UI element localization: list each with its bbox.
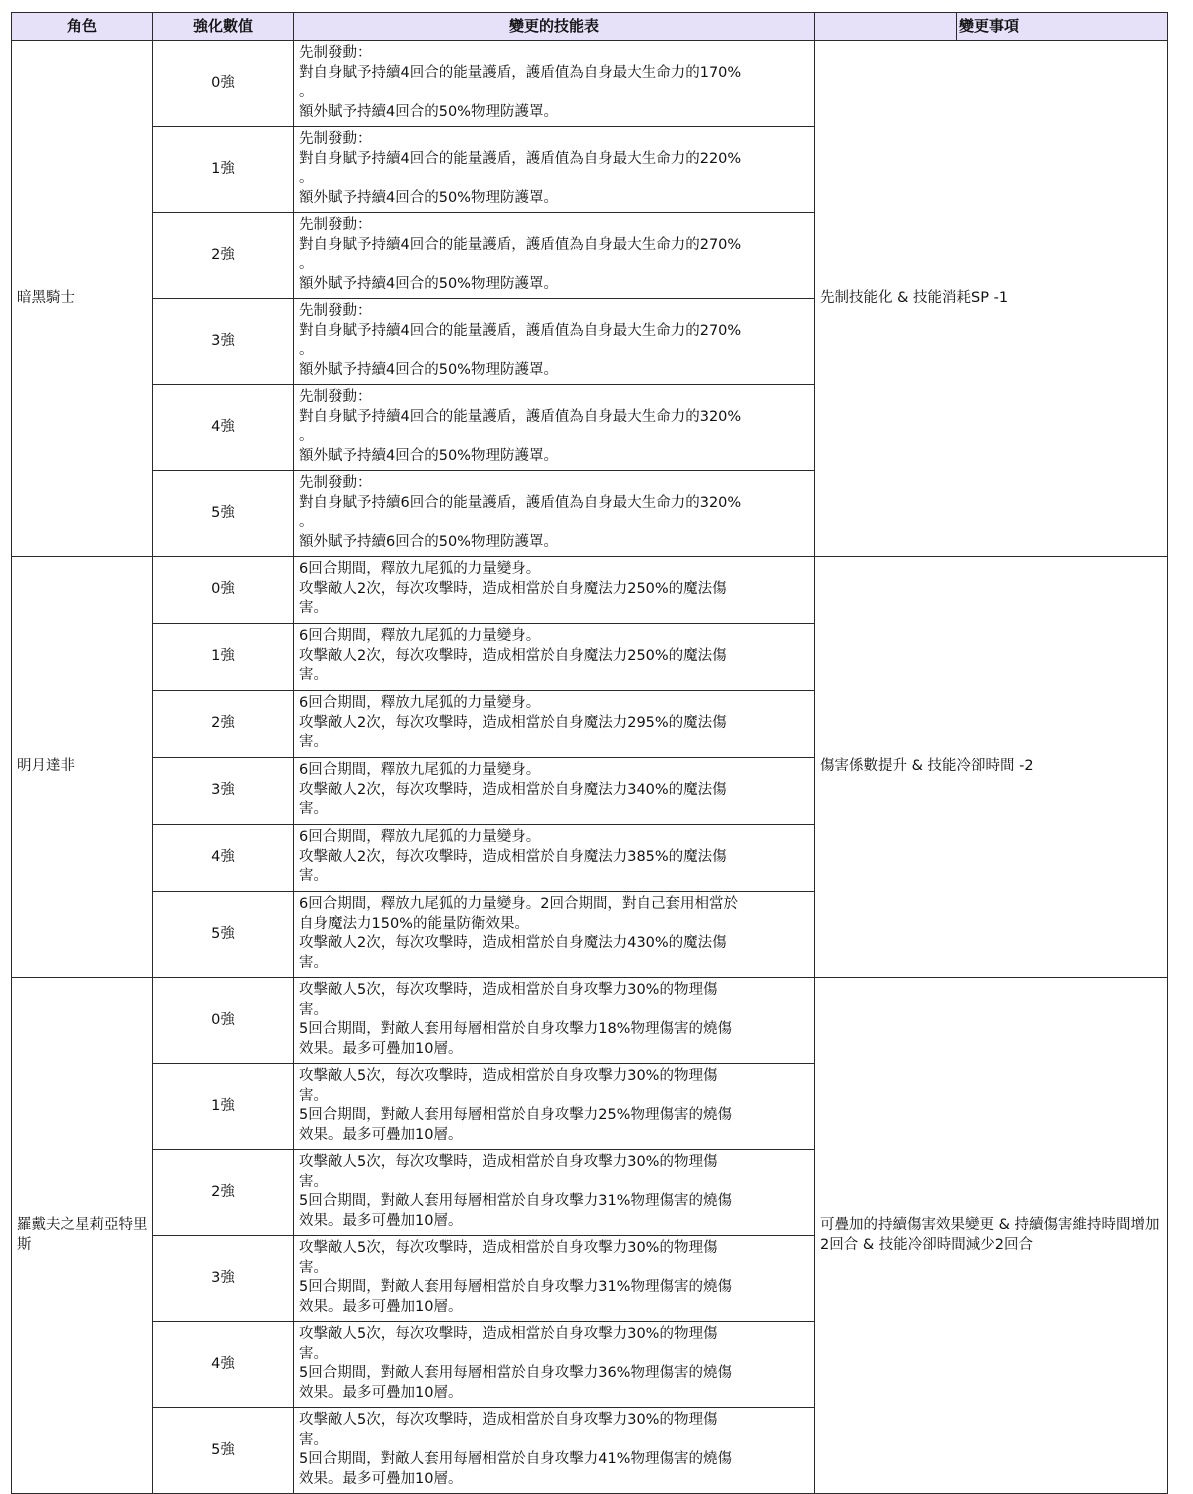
- skill-description-line: 害。: [299, 954, 328, 971]
- skill-description-line: 效果。最多可疊加10層。: [299, 1126, 463, 1143]
- skill-description-line: 效果。最多可疊加10層。: [299, 1212, 463, 1229]
- role-name-cell: 羅戴夫之星莉亞特里斯: [12, 978, 153, 1494]
- role-name-cell: 暗黑騎士: [12, 41, 153, 557]
- skill-description-cell: [294, 213, 815, 299]
- skill-description-cell: [294, 825, 815, 892]
- skill-description-line: 攻擊敵人5次，每次攻擊時，造成相當於自身攻擊力30%的物理傷: [299, 982, 718, 998]
- skill-description-line: 額外賦予持續4回合的50%物理防護罩。: [299, 103, 558, 120]
- skill-description-cell: [294, 892, 815, 978]
- skill-description-line: 額外賦予持續4回合的50%物理防護罩。: [299, 189, 558, 206]
- skill-description-line: 效果。最多可疊加10層。: [299, 1040, 463, 1057]
- skill-description-line: 6回合期間，釋放九尾狐的力量變身。: [299, 628, 541, 645]
- level-cell: 3強: [153, 299, 294, 385]
- skill-description-cell: [294, 1322, 815, 1408]
- level-cell: 1強: [153, 1064, 294, 1150]
- skill-description-line: 5回合期間，對敵人套用每層相當於自身攻擊力25%物理傷害的燒傷: [299, 1107, 732, 1123]
- level-cell: 4強: [153, 825, 294, 892]
- skill-description-line: 先制發動：: [299, 303, 372, 319]
- skill-description-line: 額外賦予持續6回合的50%物理防護罩。: [299, 533, 558, 550]
- skill-description-line: 攻擊敵人5次，每次攻擊時，造成相當於自身攻擊力30%的物理傷: [299, 1326, 718, 1342]
- skill-description-line: 額外賦予持續4回合的50%物理防護罩。: [299, 361, 558, 378]
- skill-description-line: 6回合期間，釋放九尾狐的力量變身。2回合期間，對自己套用相當於: [299, 896, 738, 912]
- header-skill: 變更的技能表: [294, 13, 815, 41]
- skill-description-line: 。: [299, 256, 314, 272]
- skill-description-cell: [294, 1064, 815, 1150]
- skill-description-line: 對自身賦予持續4回合的能量護盾，護盾值為自身最大生命力的270%: [299, 322, 742, 339]
- skill-description-cell: [294, 758, 815, 825]
- header-change-cell: [815, 13, 1168, 41]
- skill-description-cell: [294, 471, 815, 557]
- table-row: [12, 41, 1168, 127]
- skill-description-line: 6回合期間，釋放九尾狐的力量變身。: [299, 829, 541, 846]
- skill-description-cell: [294, 978, 815, 1064]
- table-body: [12, 41, 1168, 1494]
- skill-description-line: 。: [299, 514, 314, 530]
- skill-description-line: 害。: [299, 801, 328, 818]
- level-cell: 2強: [153, 213, 294, 299]
- table-row: [12, 978, 1168, 1064]
- level-cell: 0強: [153, 557, 294, 624]
- level-cell: 5強: [153, 892, 294, 978]
- skill-change-table-wrapper: [11, 12, 1167, 1494]
- skill-description-line: 害。: [299, 667, 328, 684]
- skill-description-line: 害。: [299, 1001, 328, 1018]
- table-header-row: [12, 13, 1168, 41]
- skill-description-line: 攻擊敵人2次，每次攻擊時，造成相當於自身魔法力340%的魔法傷: [299, 781, 727, 798]
- level-cell: 0強: [153, 978, 294, 1064]
- skill-description-line: 對自身賦予持續4回合的能量護盾，護盾值為自身最大生命力的170%: [299, 64, 742, 81]
- skill-description-cell: [294, 1150, 815, 1236]
- skill-description-line: 先制發動：: [299, 131, 372, 147]
- role-name-cell: 明月達非: [12, 557, 153, 978]
- skill-description-line: 先制發動：: [299, 45, 372, 61]
- skill-description-line: 對自身賦予持續6回合的能量護盾，護盾值為自身最大生命力的320%: [299, 494, 742, 511]
- skill-description-line: 5回合期間，對敵人套用每層相當於自身攻擊力36%物理傷害的燒傷: [299, 1365, 732, 1381]
- skill-description-line: 攻擊敵人5次，每次攻擊時，造成相當於自身攻擊力30%的物理傷: [299, 1240, 718, 1256]
- header-role: 角色: [12, 13, 153, 41]
- change-description-cell: 先制技能化 & 技能消耗SP -1: [815, 41, 1168, 557]
- skill-description-cell: [294, 624, 815, 691]
- skill-description-line: 。: [299, 170, 314, 186]
- skill-description-cell: [294, 1236, 815, 1322]
- skill-change-table: [11, 12, 1168, 1494]
- skill-description-line: 攻擊敵人5次，每次攻擊時，造成相當於自身攻擊力30%的物理傷: [299, 1412, 718, 1428]
- change-description-cell: 可疊加的持續傷害效果變更 & 持續傷害維持時間增加2回合 & 技能冷卻時間減少2回合: [815, 978, 1168, 1494]
- skill-description-line: 先制發動：: [299, 217, 372, 233]
- skill-description-line: 額外賦予持續4回合的50%物理防護罩。: [299, 275, 558, 292]
- skill-description-line: 攻擊敵人2次，每次攻擊時，造成相當於自身魔法力250%的魔法傷: [299, 580, 727, 597]
- skill-description-line: 害。: [299, 600, 328, 617]
- skill-description-line: 害。: [299, 1345, 328, 1362]
- level-cell: 5強: [153, 471, 294, 557]
- skill-description-line: 害。: [299, 1087, 328, 1104]
- skill-description-cell: [294, 691, 815, 758]
- skill-description-line: 攻擊敵人2次，每次攻擊時，造成相當於自身魔法力385%的魔法傷: [299, 848, 727, 865]
- level-cell: 3強: [153, 758, 294, 825]
- skill-description-line: 。: [299, 84, 314, 100]
- skill-description-line: 害。: [299, 868, 328, 885]
- skill-description-line: 6回合期間，釋放九尾狐的力量變身。: [299, 695, 541, 712]
- skill-description-line: 害。: [299, 1431, 328, 1448]
- level-cell: 2強: [153, 691, 294, 758]
- skill-description-cell: [294, 127, 815, 213]
- skill-description-line: 攻擊敵人2次，每次攻擊時，造成相當於自身魔法力430%的魔法傷: [299, 935, 727, 951]
- skill-description-line: 6回合期間，釋放九尾狐的力量變身。: [299, 561, 541, 578]
- skill-description-line: 對自身賦予持續4回合的能量護盾，護盾值為自身最大生命力的220%: [299, 150, 742, 167]
- level-cell: 4強: [153, 1322, 294, 1408]
- level-cell: 5強: [153, 1408, 294, 1494]
- table-row: [12, 557, 1168, 624]
- header-change-spacer: [815, 13, 957, 40]
- skill-description-line: 對自身賦予持續4回合的能量護盾，護盾值為自身最大生命力的270%: [299, 236, 742, 253]
- skill-description-line: 攻擊敵人5次，每次攻擊時，造成相當於自身攻擊力30%的物理傷: [299, 1068, 718, 1084]
- skill-description-line: 自身魔法力150%的能量防衛效果。: [299, 915, 529, 932]
- level-cell: 0強: [153, 41, 294, 127]
- skill-description-line: 對自身賦予持續4回合的能量護盾，護盾值為自身最大生命力的320%: [299, 408, 742, 425]
- skill-description-line: 害。: [299, 1173, 328, 1190]
- skill-description-line: 效果。最多可疊加10層。: [299, 1298, 463, 1315]
- skill-description-cell: [294, 557, 815, 624]
- skill-description-line: 害。: [299, 734, 328, 751]
- skill-description-cell: [294, 299, 815, 385]
- skill-description-line: 。: [299, 342, 314, 358]
- skill-description-line: 5回合期間，對敵人套用每層相當於自身攻擊力41%物理傷害的燒傷: [299, 1451, 732, 1467]
- skill-description-line: 5回合期間，對敵人套用每層相當於自身攻擊力18%物理傷害的燒傷: [299, 1021, 732, 1037]
- level-cell: 2強: [153, 1150, 294, 1236]
- skill-description-line: 攻擊敵人2次，每次攻擊時，造成相當於自身魔法力250%的魔法傷: [299, 647, 727, 664]
- skill-description-line: 攻擊敵人2次，每次攻擊時，造成相當於自身魔法力295%的魔法傷: [299, 714, 727, 731]
- skill-description-line: 效果。最多可疊加10層。: [299, 1470, 463, 1487]
- level-cell: 4強: [153, 385, 294, 471]
- skill-description-line: 害。: [299, 1259, 328, 1276]
- skill-description-cell: [294, 385, 815, 471]
- skill-description-line: 攻擊敵人5次，每次攻擊時，造成相當於自身攻擊力30%的物理傷: [299, 1154, 718, 1170]
- change-description-cell: 傷害係數提升 & 技能冷卻時間 -2: [815, 557, 1168, 978]
- skill-description-cell: [294, 1408, 815, 1494]
- level-cell: 1強: [153, 127, 294, 213]
- header-change: 變更事項: [959, 17, 1020, 35]
- skill-description-line: 。: [299, 428, 314, 444]
- skill-description-line: 先制發動：: [299, 389, 372, 405]
- header-level: 強化數值: [153, 13, 294, 41]
- skill-description-line: 先制發動：: [299, 475, 372, 491]
- skill-description-line: 效果。最多可疊加10層。: [299, 1384, 463, 1401]
- skill-description-line: 5回合期間，對敵人套用每層相當於自身攻擊力31%物理傷害的燒傷: [299, 1279, 732, 1295]
- level-cell: 3強: [153, 1236, 294, 1322]
- skill-description-line: 5回合期間，對敵人套用每層相當於自身攻擊力31%物理傷害的燒傷: [299, 1193, 732, 1209]
- level-cell: 1強: [153, 624, 294, 691]
- skill-description-line: 額外賦予持續4回合的50%物理防護罩。: [299, 447, 558, 464]
- skill-description-line: 6回合期間，釋放九尾狐的力量變身。: [299, 762, 541, 779]
- skill-description-cell: [294, 41, 815, 127]
